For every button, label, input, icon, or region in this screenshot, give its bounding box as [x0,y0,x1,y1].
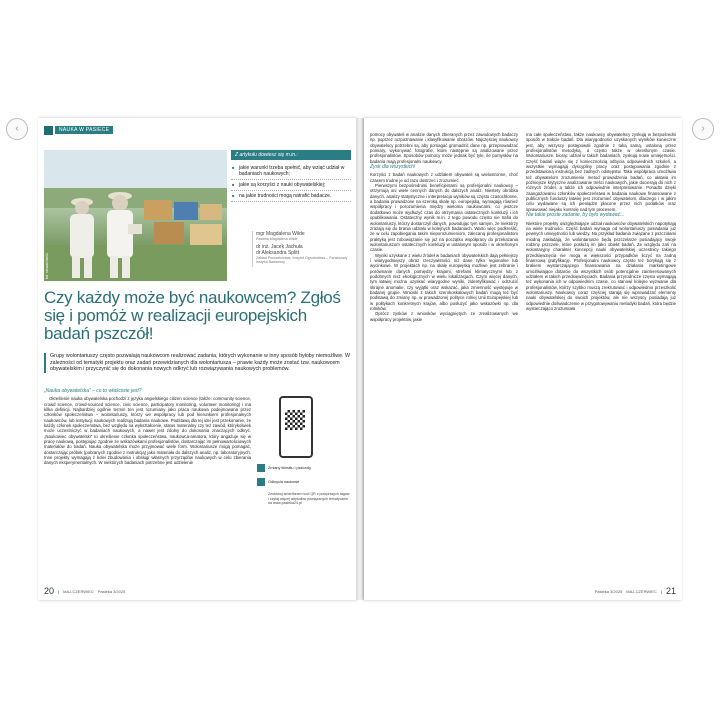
qr-code-icon[interactable] [285,410,305,430]
section-label: NAUKA W PASIECE [55,126,113,134]
author-name: mgr Magdalena Wilde [256,231,305,237]
page-number: 20 [44,586,55,596]
section-subtitle: „Nauka obywatelska” – co to właściwie jest? [44,388,142,394]
highlights-title: Z artykułu dowiesz się m.in.: [231,150,351,160]
author-affiliation: Pasieka Magdalena Wilde [256,237,298,241]
qr-note: Zeskanuj smartfonem kod QR z powyższych tagów i czytaj więcej artykułów powiązanych tematycznie na www.pasieka24.pl [268,492,350,506]
body-paragraph: Oprócz zysków z wniosków wyciągniętych ze zrealizowanych we współpracy projektów, jakie [370,311,518,322]
right-column-1 [370,132,518,322]
tag-label: Odkrycia naukowe [268,480,300,484]
magazine-label: Pasieka 3/2025 [97,588,126,594]
article-lead: Grupy wolontariuszy często pozwalają naukowcom realizować zadania, których wykonanie w inny sposób byłoby niemożliwe. W zależności od tematyki projektu oraz zadań przewidzianych dla wolontariusza – prawie każdy może zostać tzw. naukowcem obywatelskim i przyczynić się do dokonania nowych odkryć lub rozwiązywania naukowych problemów. [44,353,350,373]
highlight-item: ■ jakie warunki trzeba spełnić, aby wziąć udział w badaniach naukowych; [231,163,351,180]
tag-badge[interactable] [257,464,351,472]
page-number: 21 [665,586,676,596]
highlight-item: ■ jakie są korzyści z nauki obywatelskiej; [231,180,351,191]
left-page [38,118,356,600]
body-paragraph: Określenie nauka obywatelska pochodzi z języka angielskiego citizen science (także: community science, crowd science, crowd-sourced science, civic science, participatory monitoring, volunteer monitoring) i ma kilka definicji. Najbardziej ogólnie termin ten jest rozumiany jako praca naukowa podejmowana przez członków społeczeństwa – wolontariuszy, którzy we współpracy lub pod kierunkiem profesjonalnych naukowców, lub instytucji naukowych realizują badania naukowe. Podstawą dla tej idei jest przekonanie, że każdy członek społeczeństwa, bez względu na wykształcenie, status materialny czy też zawód, którykolwiek może uczestniczyć w badaniach naukowych, a nawet jest zdolny do dokonania znaczących odkryć. „Naukowiec obywatelski” to określenie członka społeczeństwa, naukowca-amatora, który angażuje się w pracę naukową, postępując zgodnie ze wskazówkami profesjonalistów, dostarczając im pełnowartościowych materiałów do badań. Nauka obywatelska może przyjmować wiele form. Wolontariusze mogą pomagać, dostarczając próbek (pobranych zgodnie z instrukcją) jako materiału do dalszych analiz, np. laboratoryjnych. Inne projekty wymagają z kolei zbudowania i obsługi własnych przyrządów naukowych w celu zbierania danych eksperymentalnych. W niektórych badaniach potrzebne jest udzielenie [44,396,251,466]
issue-label: MAJ-CZERWIEC [63,588,94,594]
issue-label: MAJ-CZERWIEC [626,588,657,594]
body-paragraph: Pierwszymi bezpośrednimi beneficjentami są profesjonalni naukowcy – otrzymują oni wiele cennych danych do dalszych analiz. Niestety obróbka danych, analizy statystyczne i interpretacja wyników są często czasochłonne, a badania prowadzone na szeroką skalę np. europejską, wymagają również współpracy i porozumienia między wieloma naukowcami, co jeszcze dodatkowo może wydłużyć czas do otrzymania ostatecznych konkluzji i ich opublikowania. Ostateczny wynik m.in. z tego powodu często nie trafia do wolontariuszy, którzy dostarczyli danych, powodując tym samym, że niektórzy zrażają się do brania udziału w kolejnych badaniach. Warto więc podkreślić, że w celu zapobiegania takim nieporozumieniom, zalecaną profesjonalistom praktyką jest zobowiązanie się już na początku współpracy do przekazania wolontariuszom ostatecznych konkluzji w ustalonym sposób i w określonym czasie. [370,183,518,253]
article-highlights-box [231,150,351,202]
photo-illustration [44,150,227,281]
authors-block [252,231,356,267]
body-paragraph: Niektóre projekty uwzględniające udział naukowców obywatelskich napotykają na wiele trudności. Część badań wymaga od wolontariuszy posiadania już pewnych umiejętności lub wiedzy. Na przykład badania związane z pszczołami miodną zakładają, że wolontariusze będą pszczelarze posiadający swoje rodziny pszczele, które posłużą im jako obiekt badań. Ze względu zaś na wolontaryjny charakter koncepcji nauki obywatelskiej uczestnicy takiego przedsięwzięcia nie mogą w większości przypadków liczyć na żadną finansową gratyfikację. Profesjonalni naukowcy często też borykają się z brakiem wystarczającego finansowania na działania marketingowe umożliwiające dotarcie do wszystkich osób potencjalnie zainteresowanych udziałem w takich przedsięwzięciach. Badania przyrodnicze często wymagają też wykonania ich w odpowiednim czasie, co stanowi kolejne wyzwanie dla profesjonalistów, którzy szybko muszą zrekrutować i odpowiednio przeszkolić wolontariuszy. Naukowcy coraz częściej starają się wprowadzać elementy nauki obywatelskiej do swoich projektów, ale nie wszyscy posiadają już odpowiednie doświadczenie w przygotowywaniu metodyki badań, która będzie wystarczająco zrozumiała [526,220,676,311]
footer-left: 20 | MAJ-CZERWIEC Pasieka 3/2025 [44,586,126,596]
author-name: dr Aleksandra Splitt [256,249,300,256]
prev-page-icon[interactable]: ‹ [6,118,28,140]
tag-qr-icon [257,478,265,486]
right-column-2 [526,132,676,311]
qr-box [257,388,351,506]
body-paragraph: Korzyści z badań naukowych z udziałem obywateli są wielostronne, choć czasem trudne je od razu dostrzec i zrozumieć. [370,172,518,183]
phone-icon [279,396,313,458]
author-name: dr inż. Jacek Jachuła [256,243,303,250]
section-subtitle: Nie takie proste zadanie, by było wydawać... [526,212,625,219]
magazine-label: Pasieka 3/2025 [594,588,623,594]
section-tag [44,125,113,135]
highlight-item: ■ na jakie trudności mogą natrafić badacze. [231,191,351,202]
beekeepers-photo [44,150,227,281]
photo-credit: fot. simaalchimik [45,253,49,279]
tag-qr-icon [257,464,265,472]
right-page [364,118,682,600]
section-subtitle: Zysk dla wszystkich! [370,164,416,171]
next-page-icon[interactable]: › [692,118,714,140]
tag-badge[interactable] [257,478,351,486]
body-paragraph: ma całe społeczeństwo, także naukowcy obywatelscy zyskują w bezpośredni sposób w trakcie badań. Dla wiarygodności uzyskanych wyników konieczne jest, aby wszyscy postępowali zgodnie z taką samą, ustaloną przez profesjonalistów metodyką, a często także w określonym czasie. Wolontariusze, biorąc udział w takich badaniach, zyskują nowe umiejętności. Część badań wiąże się z koniecznością odbycia odpowiednich szkoleń, a wszystkie wymagają dyscypliny pracy oraz postępowania zgodnie z przedstawioną instrukcją bez żadnych odstępstw. Taka współpraca umożliwia też obywatelom zrozumienie metod prowadzenia badań, co ułatwia im późniejsze krytyczne analizowanie treści naukowych, jakie docierają do nich z różnych źródeł, a także ich odpowiednie interpretowanie. Ponadto dzięki zaangażowaniu członków społeczeństwa w badania naukowe finansowane z publicznych funduszy łatwiej jest zrozumieć obywatelom, dlaczego i w jakim celu wydawane są ich pieniądze płacone przez nich podatków oraz sprawować niejako kontrolę nad tym procesem. [526,132,676,212]
body-paragraph: pomocy obywateli w analizie danych zbieranych przez zawodowych badaczy np. poprzez rozpoznawanie i klasyfikowanie obrazów. Najczęściej naukowcy obywatelscy potrzebni są, aby pomagać gromadzić dane np. przeprowadzać pomiary, wykonywać fotografie, które następnie są analizowane przez profesjonalistów. Sposobów pomocy może jednak być tyle, ile pomysłów na badania mają profesjonalni naukowcy. [370,132,518,164]
footer-right: Pasieka 3/2025 MAJ-CZERWIEC | 21 [594,586,676,596]
body-paragraph: Wyniki uzyskane z wielu źródeł w badaniach obywatelskich dają pełniejszy i wiarygodniejszy obraz rzeczywistości niż dane tylko regionalne lub wycinkowe. W projektach np. na skalę europejską możliwe jest zebranie i porównanie danych pomiędzy krajami, strefami klimatycznymi lub z podobnych nisz ekologicznych w wielu lokalizacjach. Czym więcej danych, tym łatwiej można uzyskać wiarygodne wyniki, zidentyfikować i odrzucić skrajne anomalie, czy wyjątki oraz wskazać, jaka zmienność występuje w badanej grupie. Wnioski z takich szerokoskalowych badań mogą też być podstawą do zmiany np. w prowadzonej polityce rolnej Unii Europejskiej lub w politykach konkretnych krajów, albo posłużyć jako wskazówki np. dla rolników. [370,252,518,311]
article-title: Czy każdy może być naukowcem? Zgłoś się i pomóż w realizacji europejskich badań pszczół! [44,288,341,343]
left-column [44,388,251,466]
author-affiliation: Zakład Pszczelnictwa, Instytut Ogrodnictwa – Państwowy Instytut Badawczy [256,255,348,264]
spread-gutter [356,118,364,600]
magazine-spread [38,118,682,600]
tag-label: Zmiany klimatu i pszczoły [268,466,312,470]
section-logo-icon [44,126,53,135]
